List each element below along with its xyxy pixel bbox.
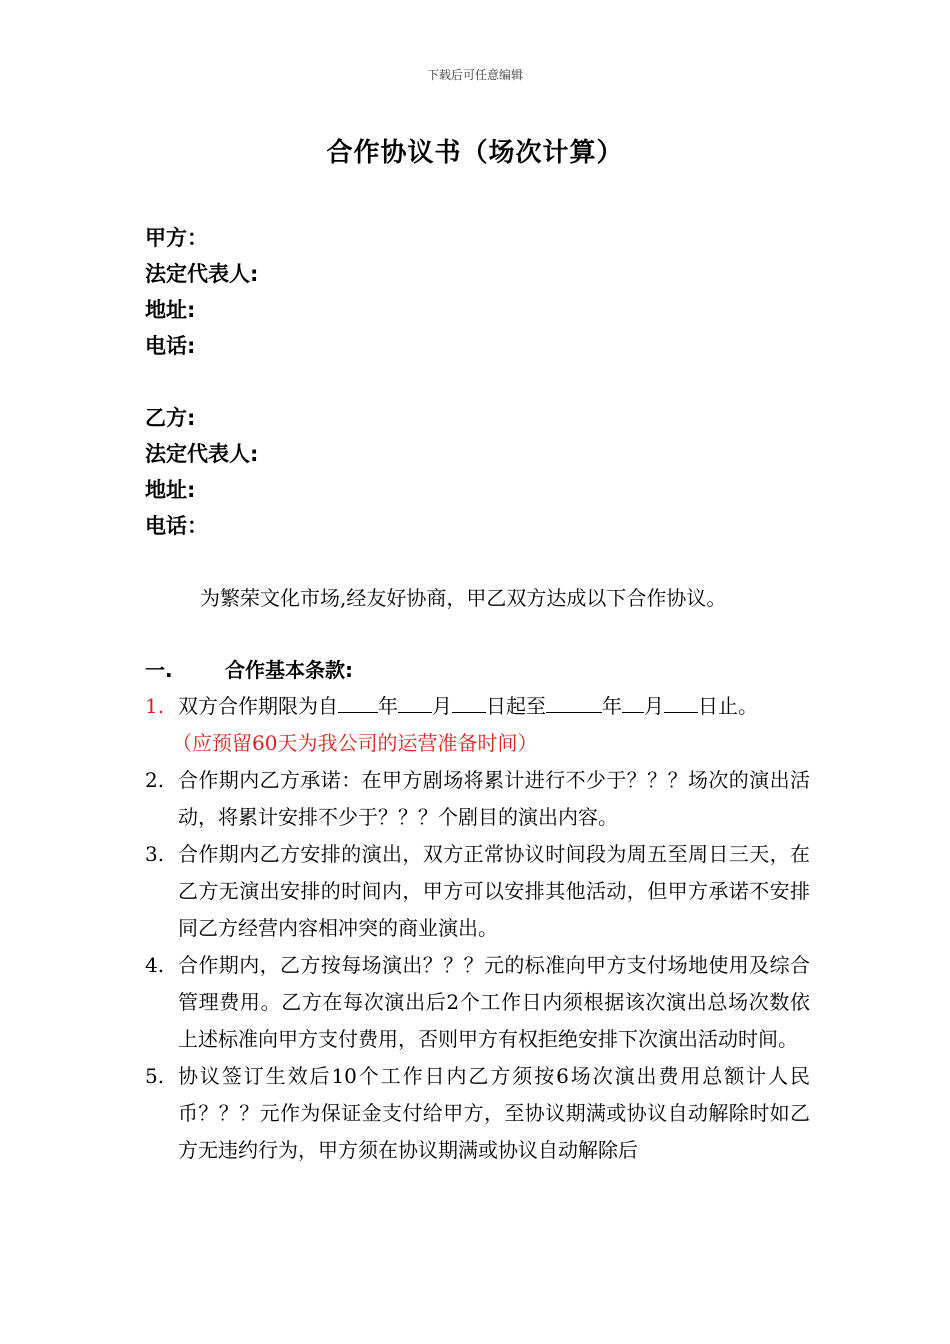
party-b-phone: 电话： [145, 514, 208, 538]
blank-day-end [664, 690, 698, 713]
blank-year-end [546, 690, 602, 713]
clause-1-part: 年 [378, 694, 398, 718]
clause-1-part: 月 [432, 694, 452, 718]
party-a-phone: 电话: [145, 334, 196, 358]
clause-text: 协议签订生效后10个工作日内乙方须按6场次演出费用总额计人民币？？？元作为保证金支付给甲方，至协议期满或协议自动解除时如乙方无违约行为，甲方须在协议期满或协议自动解除后 [178, 1064, 810, 1162]
clause-2 [145, 762, 810, 836]
party-b-label: 乙方: [145, 406, 196, 430]
party-a-address: 地址: [145, 298, 196, 322]
section-number: 一. [145, 658, 173, 682]
section-title: 合作基本条款: [225, 658, 353, 682]
blank-month-end [622, 690, 644, 713]
clause-text: 合作期内，乙方按每场演出？？？元的标准向甲方支付场地使用及综合管理费用。乙方在每次演出后2个工作日内须根据该次演出总场次数依上述标准向甲方支付费用，否则甲方有权拒绝安排下次演出活动时间。 [178, 953, 810, 1051]
clause-5 [145, 1058, 810, 1169]
clause-number: 4. [145, 953, 165, 977]
clause-4 [145, 947, 810, 1058]
blank-day-start [452, 690, 486, 713]
clause-1 [145, 688, 810, 762]
clause-1-part: 年 [602, 694, 622, 718]
clause-number: 5. [145, 1064, 165, 1088]
clause-1-part: 日止。 [698, 694, 758, 718]
clause-1-part: 日起至 [486, 694, 546, 718]
clause-number: 3. [145, 842, 165, 866]
page-title: 合作协议书（场次计算） [326, 138, 624, 168]
header-note: 下载后可任意编辑 [426, 68, 523, 82]
section-heading [145, 652, 353, 688]
clause-text: 合作期内乙方承诺：在甲方剧场将累计进行不少于？？？场次的演出活动，将累计安排不少于？？？个剧目的演出内容。 [178, 768, 810, 829]
clause-3 [145, 836, 810, 947]
clause-list [145, 688, 810, 1169]
party-a-block [145, 220, 258, 364]
clause-text: 合作期内乙方安排的演出，双方正常协议时间段为周五至周日三天，在乙方无演出安排的时间内，甲方可以安排其他活动，但甲方承诺不安排同乙方经营内容相冲突的商业演出。 [178, 842, 810, 940]
blank-year-start [338, 690, 378, 713]
blank-month-start [398, 690, 432, 713]
party-b-rep: 法定代表人: [145, 442, 259, 466]
clause-1-part: 月 [644, 694, 664, 718]
clause-text [178, 688, 810, 725]
party-b-block [145, 400, 258, 544]
clause-number: 1. [145, 694, 165, 718]
intro-paragraph: 为繁荣文化市场,经友好协商，甲乙双方达成以下合作协议。 [200, 586, 727, 610]
party-a-rep: 法定代表人: [145, 262, 259, 286]
clause-1-note: （应预留60天为我公司的运营准备时间） [172, 731, 538, 755]
clause-number: 2. [145, 768, 165, 792]
party-b-address: 地址: [145, 478, 196, 502]
party-a-label: 甲方： [145, 226, 208, 250]
clause-1-part: 双方合作期限为自 [178, 694, 338, 718]
